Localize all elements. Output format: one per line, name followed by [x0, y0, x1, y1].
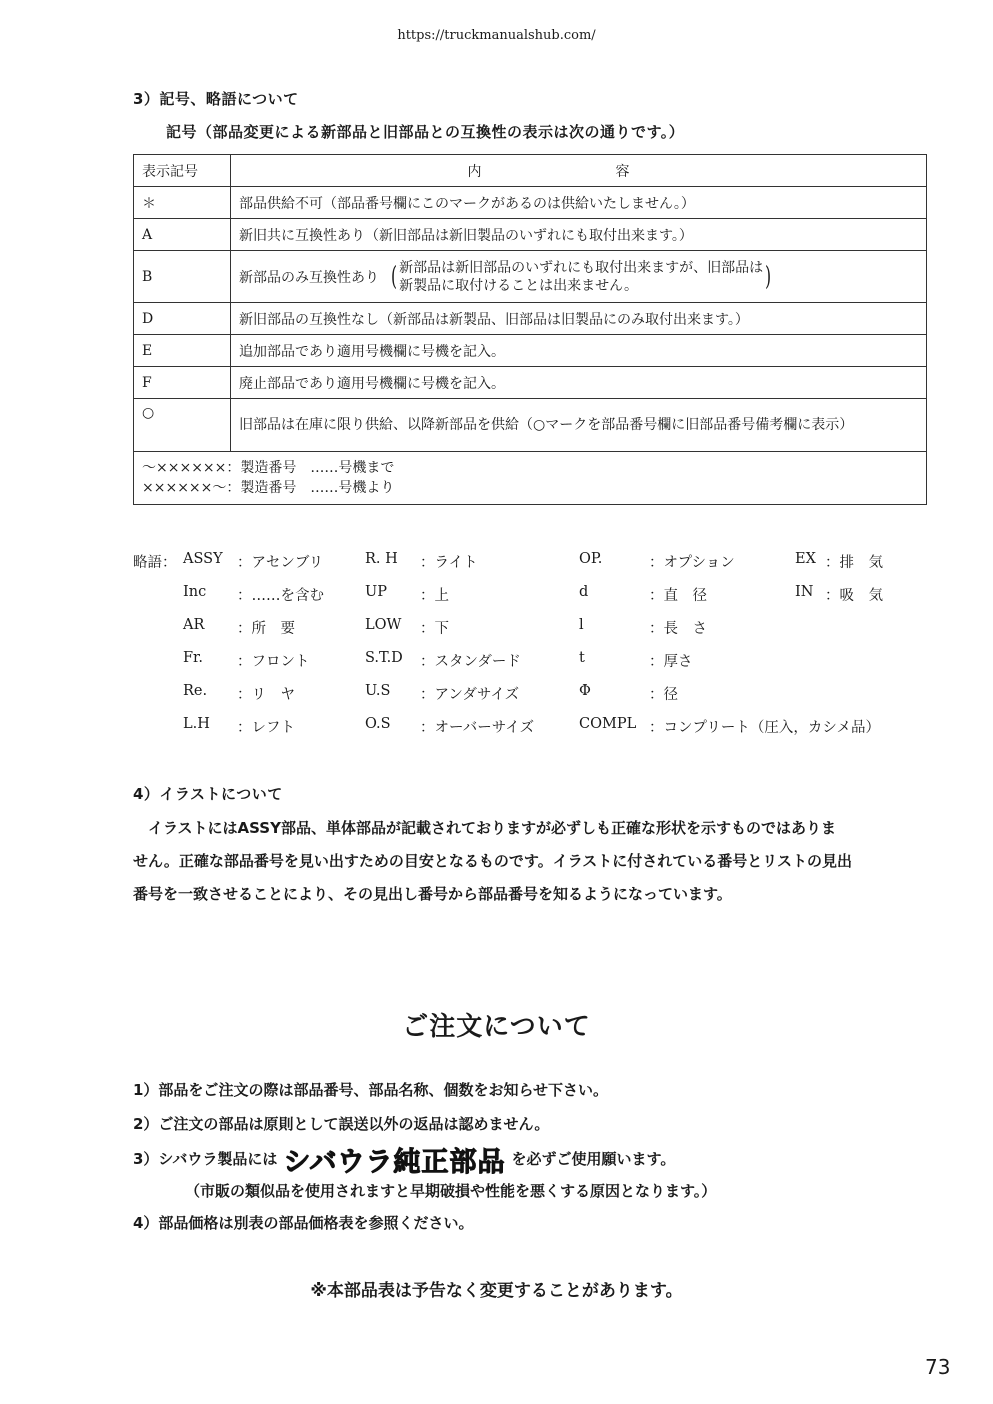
abbreviation-meaning: ：アンダサイズ: [420, 687, 520, 703]
symbol-cell: F: [134, 367, 231, 399]
abbreviation-meaning: ：厚さ: [649, 654, 693, 670]
abbreviation-key: UP: [365, 584, 387, 600]
abbreviation-key: l: [579, 617, 584, 633]
section-4-heading: 4）イラストについて: [133, 785, 283, 803]
header-url: https://truckmanualshub.com/: [397, 28, 596, 43]
abbreviation-key: Inc: [183, 584, 207, 600]
description-cell: 部品供給不可（部品番号欄にこのマークがあるのは供給いたしません。）: [231, 187, 927, 219]
table-row: [134, 219, 927, 251]
table-row: [134, 367, 927, 399]
abbreviation-meaning: ：……を含む: [237, 588, 324, 604]
table-row: [134, 399, 927, 452]
description-cell: 追加部品であり適用号機欄に号機を記入。: [231, 335, 927, 367]
symbol-cell: E: [134, 335, 231, 367]
symbol-cell: D: [134, 303, 231, 335]
abbreviation-meaning: ：スタンダード: [420, 654, 521, 670]
page-number: 73: [925, 1355, 951, 1379]
order-item-3: [133, 1140, 675, 1179]
description-cell: 旧部品は在庫に限り供給、以降新部品を供給（○マークを部品番号欄に旧部品番号備考欄に表示）: [231, 399, 927, 452]
abbreviation-key: t: [579, 650, 585, 666]
paragraph-line: イラストにはASSY部品、単体部品が記載されておりますが必ずしも正確な形状を示すものではありま: [148, 819, 836, 837]
abbreviation-key: Re.: [183, 683, 208, 699]
table-row: [134, 187, 927, 219]
header-content: 内 容: [231, 155, 927, 187]
order-item-3-prefix: 3）シバウラ製品には: [133, 1150, 278, 1168]
section-3-heading: 3）記号、略語について: [133, 90, 299, 108]
abbreviation-meaning: ：リ ヤ: [237, 687, 295, 703]
abbreviation-meaning: ：径: [649, 687, 678, 703]
abbreviation-key: S.T.D: [365, 650, 403, 666]
close-paren: ): [765, 261, 772, 292]
order-item-4: 4）部品価格は別表の部品価格表を参照ください。: [133, 1214, 474, 1232]
abbreviation-meaning: ：下: [420, 621, 449, 637]
order-item-1: 1）部品をご注文の際は部品番号、部品名称、個数をお知らせ下さい。: [133, 1081, 608, 1099]
abbreviation-key: LOW: [365, 617, 402, 633]
abbreviation-key: IN: [795, 584, 814, 600]
abbreviation-meaning: ：直 径: [649, 588, 707, 604]
abbreviation-meaning: ：所 要: [237, 621, 295, 637]
abbreviation-key: ASSY: [183, 551, 223, 567]
symbol-cell: ＊: [134, 187, 231, 219]
abbreviation-meaning: ：長 さ: [649, 621, 707, 637]
paragraph-line: 番号を一致させることにより、その見出し番号から部品番号を知るようになっています。: [133, 885, 732, 903]
abbreviation-key: R. H: [365, 551, 398, 567]
table-note-row: [134, 452, 927, 505]
abbreviation-meaning: ：吸 気: [825, 588, 883, 604]
abbreviation-key: COMPL: [579, 716, 637, 732]
abbreviation-label: 略語：: [133, 555, 177, 571]
abbreviation-meaning: ：レフト: [237, 720, 295, 736]
paragraph-line: せん。正確な部品番号を見い出すための目安となるものです。イラストに付されている番号とリストの見出: [133, 852, 852, 870]
order-item-3-suffix: を必ずご使用願います。: [511, 1150, 676, 1168]
shibaura-genuine-parts-logo: シバウラ純正部品: [283, 1147, 506, 1178]
abbreviation-meaning: ：アセンブリ: [237, 555, 324, 571]
header-symbol: 表示記号: [134, 155, 231, 187]
abbreviation-key: L.H: [183, 716, 210, 732]
table-header-row: [134, 155, 927, 187]
order-item-2: 2）ご注文の部品は原則として誤送以外の返品は認めません。: [133, 1115, 550, 1133]
abbreviation-meaning: ：コンプリート（圧入，カシメ品）: [649, 720, 880, 736]
table-row: [134, 335, 927, 367]
abbreviation-meaning: ：ライト: [420, 555, 478, 571]
abbreviation-key: U.S: [365, 683, 391, 699]
abbreviation-meaning: ：フロント: [237, 654, 310, 670]
symbol-cell: A: [134, 219, 231, 251]
open-paren: (: [391, 261, 398, 292]
abbreviation-meaning: ：オーバーサイズ: [420, 720, 535, 736]
description-cell: 新旧部品の互換性なし（新部品は新製品、旧部品は旧製品にのみ取付出来ます。）: [231, 303, 927, 335]
abbreviation-meaning: ：オプション: [649, 555, 735, 571]
abbreviation-key: Fr.: [183, 650, 204, 666]
abbreviation-key: d: [579, 584, 589, 600]
abbreviation-key: OP.: [579, 551, 603, 567]
abbreviation-meaning: ：上: [420, 588, 449, 604]
section-4-paragraph: [133, 812, 933, 911]
abbreviation-key: O.S: [365, 716, 391, 732]
description-cell: 廃止部品であり適用号機欄に号機を記入。: [231, 367, 927, 399]
abbreviation-key: EX: [795, 551, 816, 567]
note-line-2: ××××××～：製造番号 ……号機より: [142, 480, 395, 496]
description-line-2: 新製品に取付けることは出来ません。: [399, 277, 638, 294]
description-cell: 新旧共に互換性あり（新旧部品は新旧製品のいずれにも取付出来ます。）: [231, 219, 927, 251]
table-row: [134, 251, 927, 303]
abbreviation-key: AR: [183, 617, 205, 633]
note-cell: [134, 452, 927, 505]
symbol-table: [133, 154, 927, 505]
abbreviation-key: Φ: [579, 683, 591, 699]
symbol-cell: B: [134, 251, 231, 303]
order-item-3-note: （市販の類似品を使用されますと早期破損や性能を悪くする原因となります。）: [185, 1182, 717, 1200]
footnote: ※本部品表は予告なく変更することがあります。: [310, 1281, 683, 1301]
section-3-subheading: 記号（部品変更による新部品と旧部品との互換性の表示は次の通りです。）: [166, 123, 685, 141]
description-cell: [231, 251, 927, 303]
order-title: ご注文について: [402, 1012, 591, 1042]
abbreviation-meaning: ：排 気: [825, 555, 883, 571]
table-row: [134, 303, 927, 335]
symbol-cell: ○: [134, 399, 231, 452]
description-lead: 新部品のみ互換性あり: [239, 269, 379, 286]
description-line-1: 新部品は新旧部品のいずれにも取付出来ますが、旧部品は: [399, 259, 764, 276]
note-line-1: ～××××××：製造番号 ……号機まで: [142, 460, 395, 476]
